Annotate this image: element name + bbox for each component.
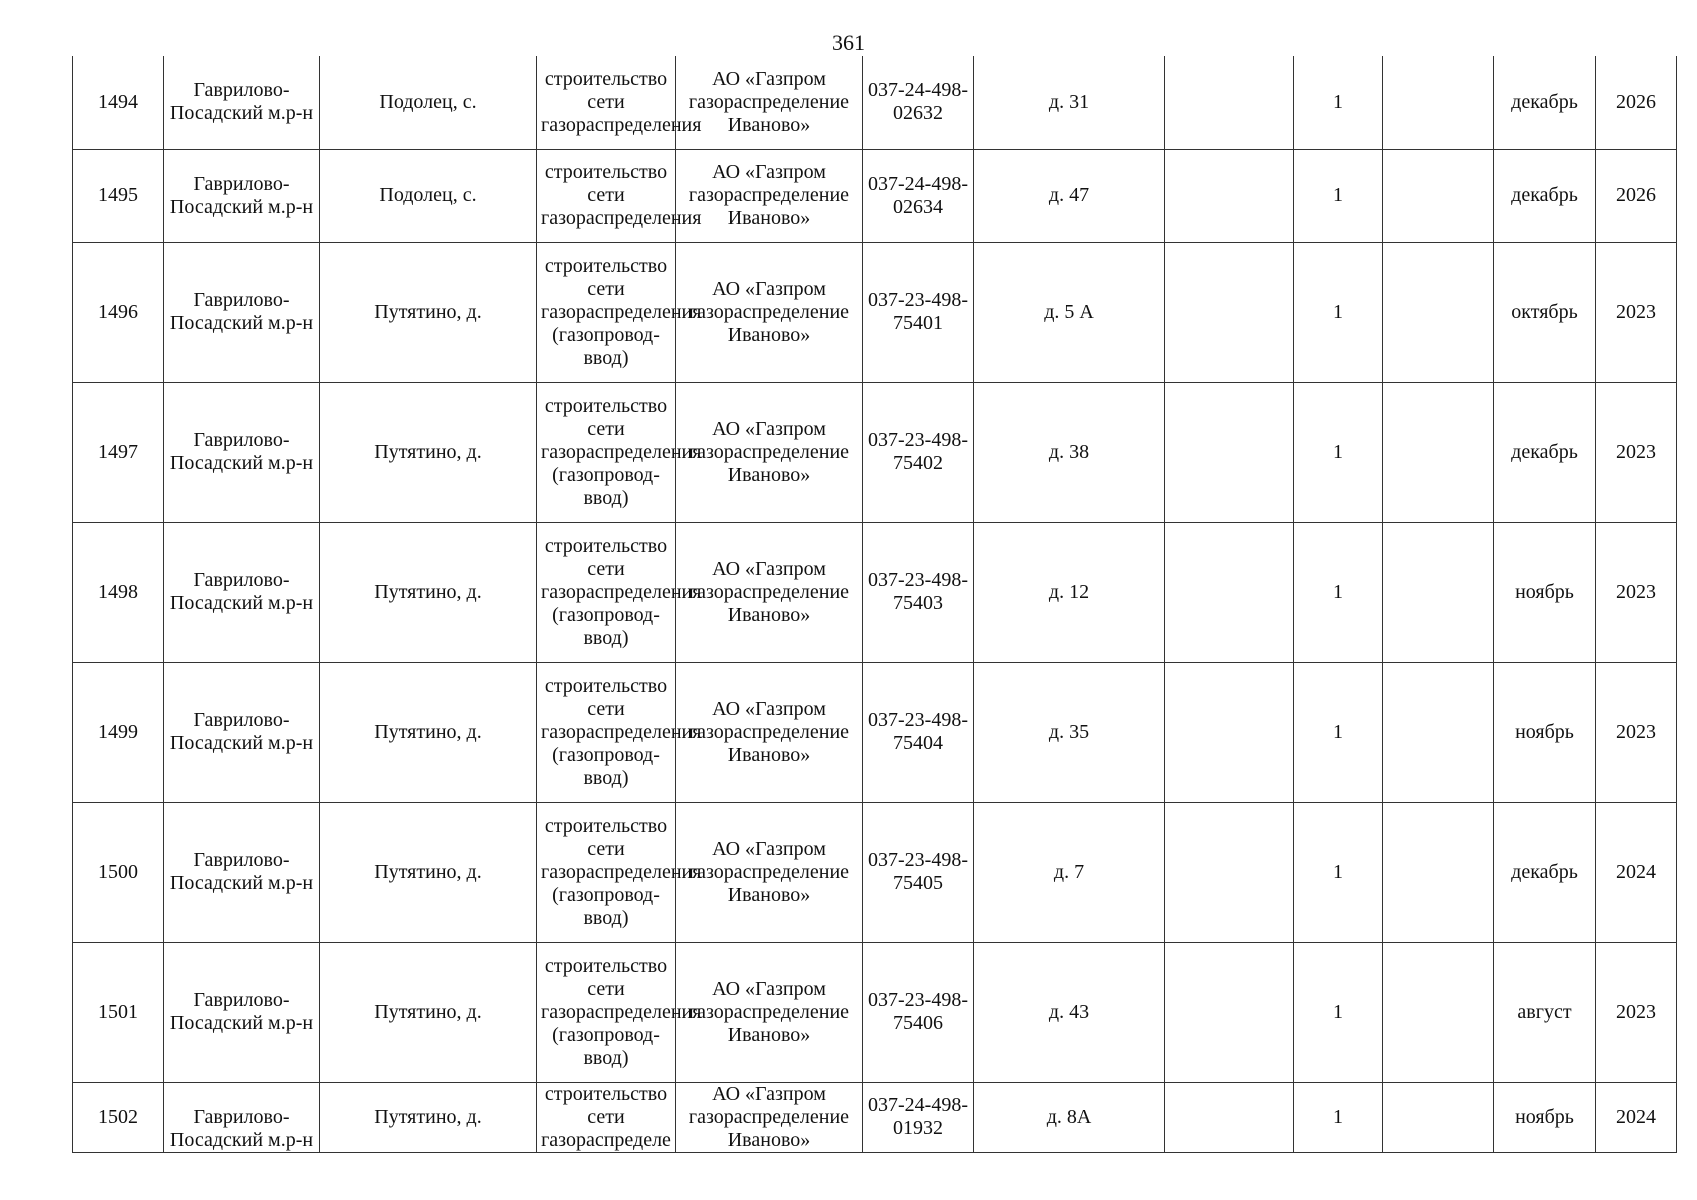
cell-code: 037-23-498-75402 [863, 382, 974, 522]
cell-empty [1383, 802, 1494, 942]
table-row [73, 1082, 1677, 1152]
cell-empty [1383, 56, 1494, 149]
cell-address: д. 7 [974, 802, 1165, 942]
cell-address: д. 35 [974, 662, 1165, 802]
cell-work-type: строительство сети газораспределения (газопровод-ввод) [537, 802, 676, 942]
cell-year: 2023 [1596, 382, 1677, 522]
cell-empty [1383, 149, 1494, 242]
cell-empty [1165, 662, 1294, 802]
cell-organization: АО «Газпром газораспределение Иваново» [676, 802, 863, 942]
cell-count: 1 [1294, 149, 1383, 242]
cell-month: октябрь [1494, 242, 1596, 382]
cell-organization: АО «Газпром газораспределение Иваново» [676, 522, 863, 662]
cell-month: декабрь [1494, 149, 1596, 242]
table-row [73, 242, 1677, 382]
cell-organization: АО «Газпром газораспределение Иваново» [676, 56, 863, 149]
cell-code: 037-23-498-75406 [863, 942, 974, 1082]
cell-empty [1383, 662, 1494, 802]
cell-district: Гаврилово-Посадский м.р-н [164, 56, 320, 149]
table-row [73, 662, 1677, 802]
cell-district: Гаврилово-Посадский м.р-н [164, 802, 320, 942]
cell-empty [1165, 149, 1294, 242]
table-row [73, 149, 1677, 242]
cell-district: Гаврилово-Посадский м.р-н [164, 242, 320, 382]
cell-district: Гаврилово-Посадский м.р-н [164, 662, 320, 802]
cell-district: Гаврилово-Посадский м.р-н [164, 149, 320, 242]
cell-code: 037-24-498-02632 [863, 56, 974, 149]
cell-organization: АО «Газпром газораспределение Иваново» [676, 662, 863, 802]
cell-work-type: строительство сети газораспределения [537, 56, 676, 149]
cell-count: 1 [1294, 942, 1383, 1082]
cell-locality: Подолец, с. [320, 149, 537, 242]
cell-locality: Путятино, д. [320, 662, 537, 802]
cell-num: 1502 [73, 1082, 164, 1152]
cell-year: 2024 [1596, 1082, 1677, 1152]
cell-work-type: строительство сети газораспределения (газопровод-ввод) [537, 242, 676, 382]
cell-district: Гаврилово-Посадский м.р-н [164, 382, 320, 522]
cell-organization: АО «Газпром газораспределение Иваново» [676, 1082, 863, 1152]
cell-year: 2026 [1596, 149, 1677, 242]
cell-count: 1 [1294, 1082, 1383, 1152]
cell-code: 037-23-498-75405 [863, 802, 974, 942]
cell-year: 2023 [1596, 242, 1677, 382]
cell-locality: Путятино, д. [320, 522, 537, 662]
cell-month: ноябрь [1494, 1082, 1596, 1152]
cell-address: д. 43 [974, 942, 1165, 1082]
cell-address: д. 8А [974, 1082, 1165, 1152]
table-row [73, 942, 1677, 1082]
cell-locality: Путятино, д. [320, 1082, 537, 1152]
cell-empty [1383, 242, 1494, 382]
cell-code: 037-23-498-75403 [863, 522, 974, 662]
cell-month: ноябрь [1494, 662, 1596, 802]
cell-district: Гаврилово-Посадский м.р-н [164, 942, 320, 1082]
cell-count: 1 [1294, 382, 1383, 522]
cell-code: 037-23-498-75401 [863, 242, 974, 382]
cell-empty [1383, 942, 1494, 1082]
cell-empty [1165, 522, 1294, 662]
cell-locality: Путятино, д. [320, 382, 537, 522]
cell-empty [1165, 1082, 1294, 1152]
cell-address: д. 5 А [974, 242, 1165, 382]
cell-month: декабрь [1494, 56, 1596, 149]
cell-address: д. 47 [974, 149, 1165, 242]
cell-count: 1 [1294, 56, 1383, 149]
cell-count: 1 [1294, 242, 1383, 382]
cell-empty [1165, 382, 1294, 522]
cell-work-type: строительство сети газораспределения (газопровод-ввод) [537, 382, 676, 522]
registry-table [72, 56, 1677, 1153]
cell-num: 1495 [73, 149, 164, 242]
cell-work-type: строительство сети газораспределения (газопровод-ввод) [537, 522, 676, 662]
cell-organization: АО «Газпром газораспределение Иваново» [676, 149, 863, 242]
cell-month: декабрь [1494, 802, 1596, 942]
cell-locality: Подолец, с. [320, 56, 537, 149]
table-row [73, 802, 1677, 942]
cell-count: 1 [1294, 522, 1383, 662]
cell-locality: Путятино, д. [320, 942, 537, 1082]
page-number: 361 [832, 30, 865, 55]
cell-district: Гаврилово-Посадский м.р-н [164, 1082, 320, 1152]
cell-year: 2023 [1596, 522, 1677, 662]
cell-address: д. 38 [974, 382, 1165, 522]
cell-organization: АО «Газпром газораспределение Иваново» [676, 382, 863, 522]
cell-empty [1383, 1082, 1494, 1152]
cell-locality: Путятино, д. [320, 802, 537, 942]
table-row [73, 382, 1677, 522]
cell-address: д. 31 [974, 56, 1165, 149]
cell-code: 037-24-498-01932 [863, 1082, 974, 1152]
cell-code: 037-23-498-75404 [863, 662, 974, 802]
cell-num: 1498 [73, 522, 164, 662]
cell-work-type: строительство сети газораспределения (газопровод-ввод) [537, 662, 676, 802]
cell-year: 2023 [1596, 662, 1677, 802]
cell-count: 1 [1294, 662, 1383, 802]
cell-address: д. 12 [974, 522, 1165, 662]
cell-month: август [1494, 942, 1596, 1082]
cell-district: Гаврилово-Посадский м.р-н [164, 522, 320, 662]
cell-locality: Путятино, д. [320, 242, 537, 382]
cell-work-type: строительство сети газораспределения [537, 149, 676, 242]
cell-year: 2023 [1596, 942, 1677, 1082]
cell-empty [1383, 522, 1494, 662]
cell-empty [1165, 242, 1294, 382]
table-body [73, 56, 1677, 1152]
table-row [73, 56, 1677, 149]
cell-num: 1499 [73, 662, 164, 802]
cell-empty [1165, 56, 1294, 149]
cell-num: 1500 [73, 802, 164, 942]
cell-empty [1165, 942, 1294, 1082]
cell-num: 1501 [73, 942, 164, 1082]
cell-year: 2026 [1596, 56, 1677, 149]
cell-work-type: строительство сети газораспределе [537, 1082, 676, 1152]
cell-month: декабрь [1494, 382, 1596, 522]
cell-organization: АО «Газпром газораспределение Иваново» [676, 942, 863, 1082]
cell-empty [1165, 802, 1294, 942]
cell-num: 1497 [73, 382, 164, 522]
cell-count: 1 [1294, 802, 1383, 942]
cell-month: ноябрь [1494, 522, 1596, 662]
cell-organization: АО «Газпром газораспределение Иваново» [676, 242, 863, 382]
cell-num: 1496 [73, 242, 164, 382]
cell-code: 037-24-498-02634 [863, 149, 974, 242]
table-row [73, 522, 1677, 662]
cell-year: 2024 [1596, 802, 1677, 942]
cell-work-type: строительство сети газораспределения (газопровод-ввод) [537, 942, 676, 1082]
cell-empty [1383, 382, 1494, 522]
cell-num: 1494 [73, 56, 164, 149]
